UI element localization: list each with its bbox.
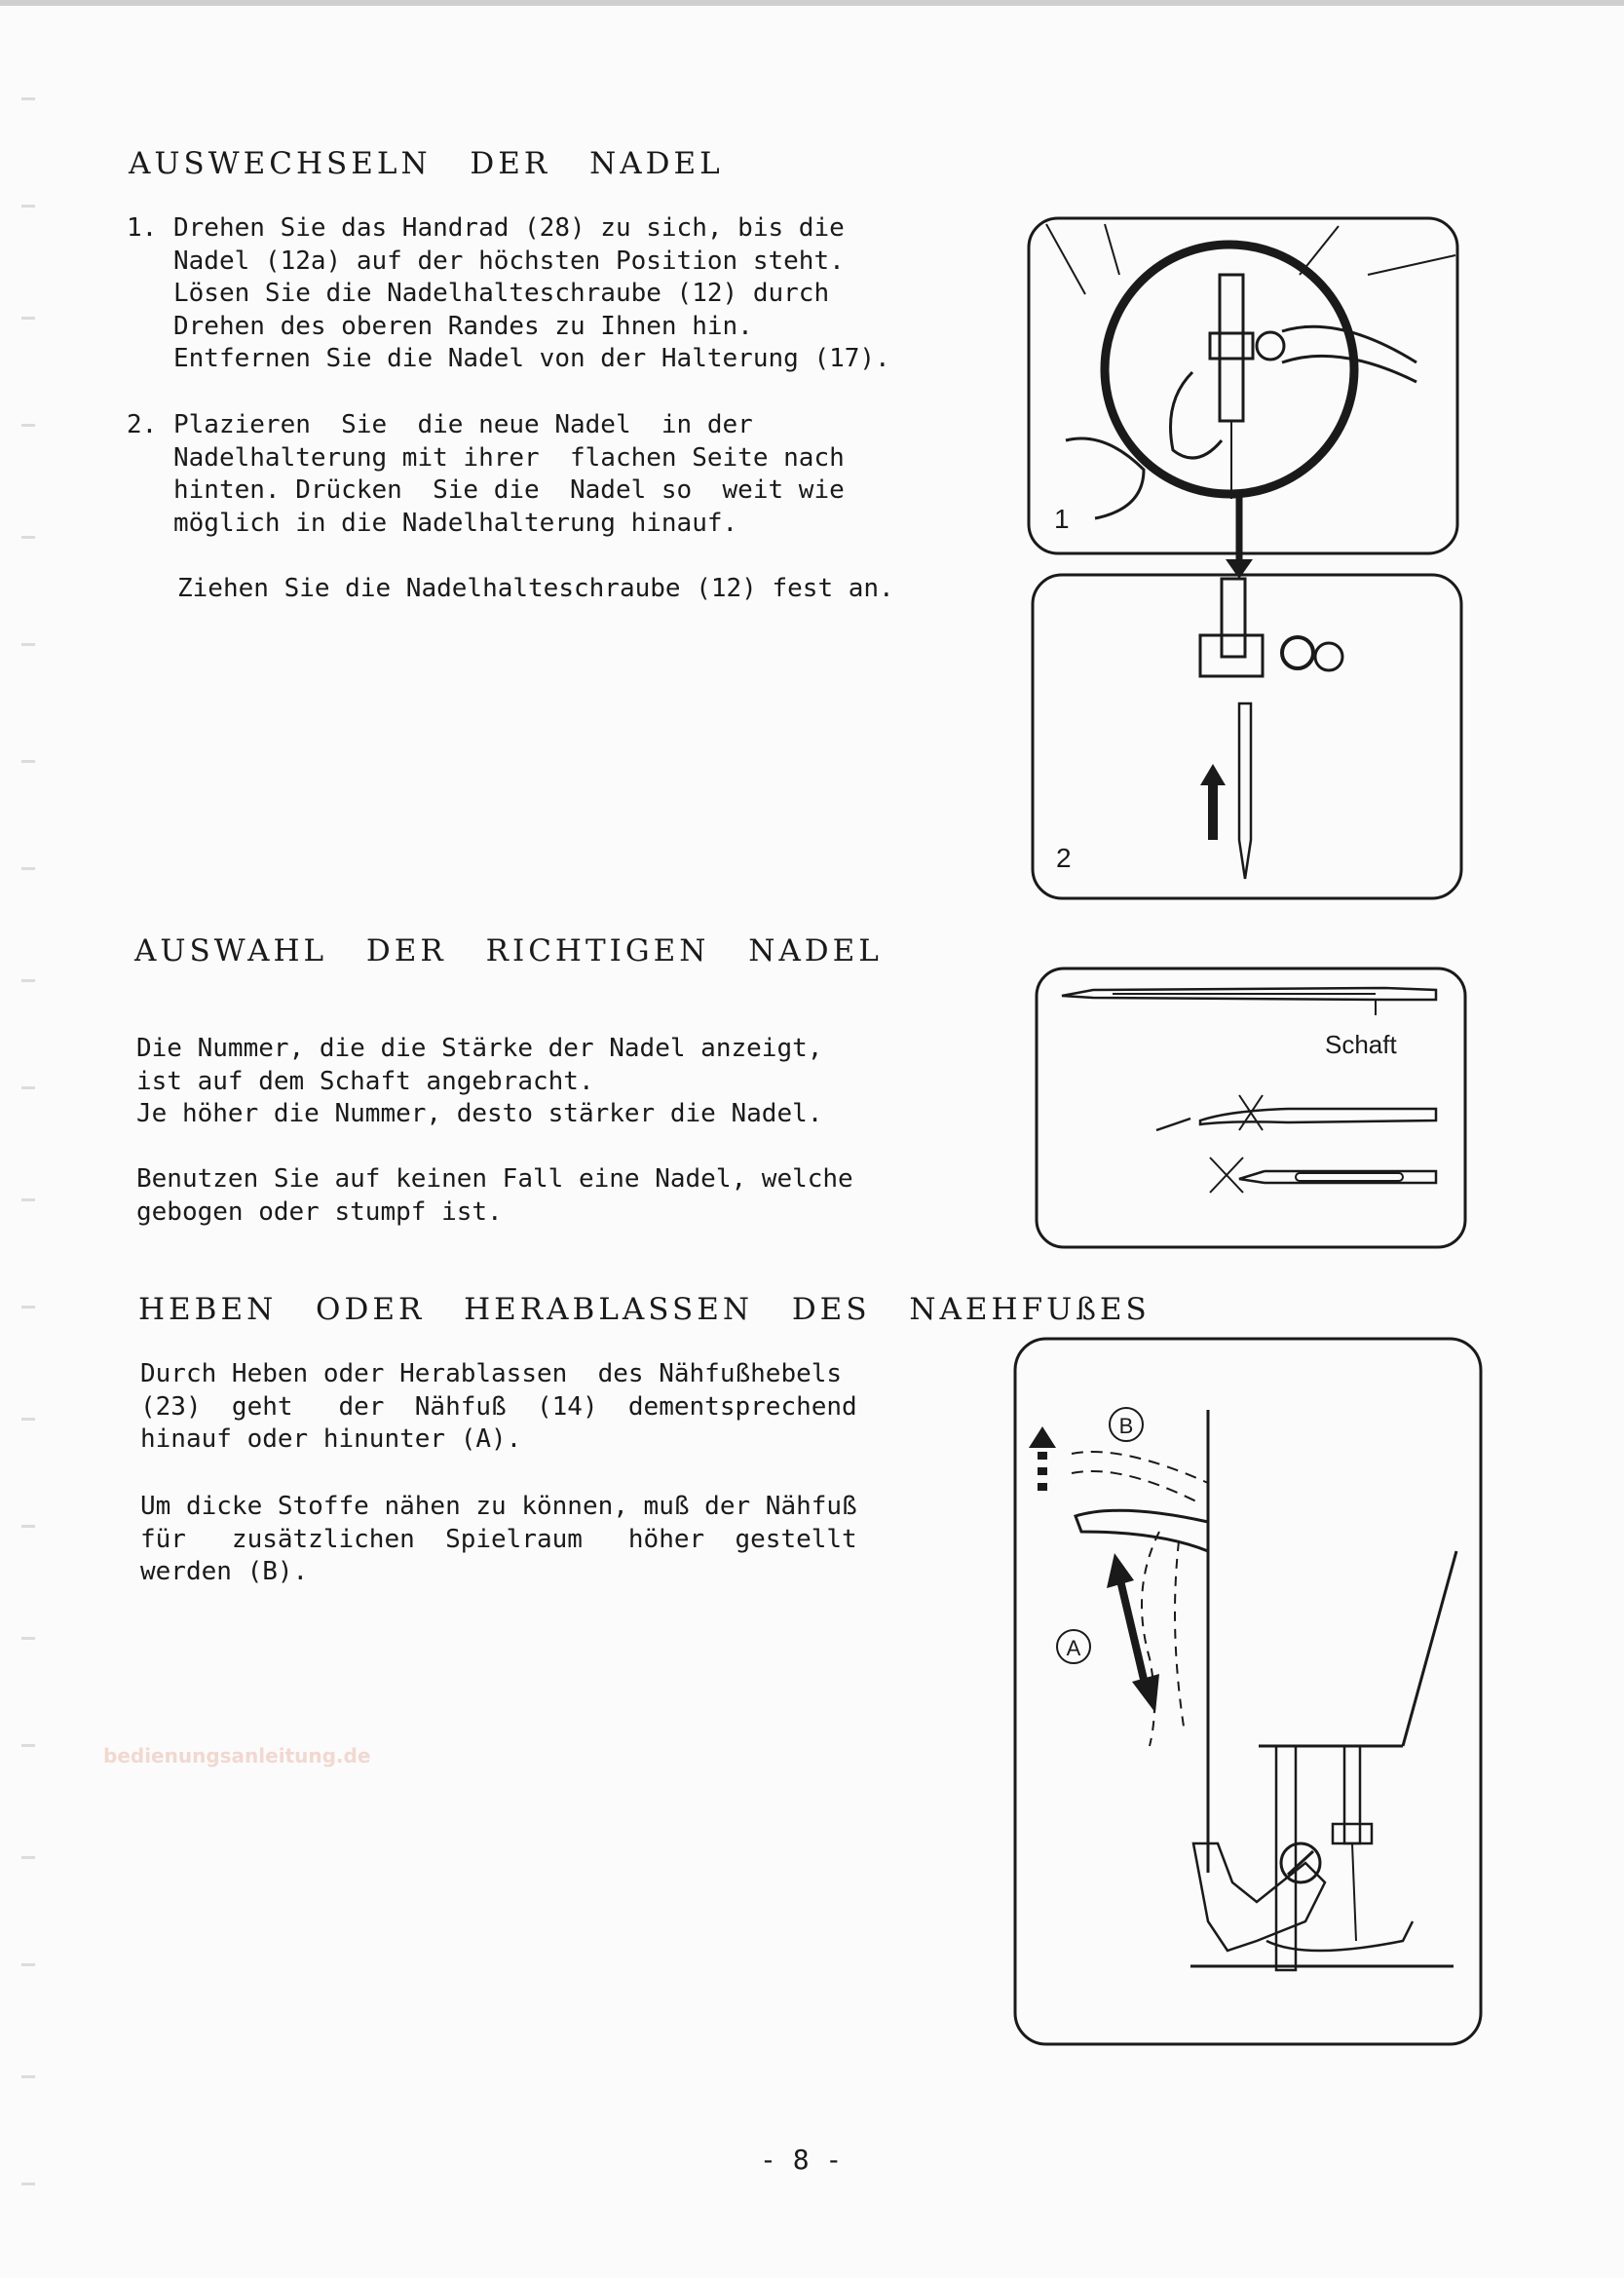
page-number: - 8 - — [760, 2144, 843, 2176]
figure-label-2: 2 — [1056, 843, 1072, 873]
section-heading-presser-foot: HEBEN ODER HERABLASSEN DES NAEHFUßES — [138, 1292, 1151, 1327]
figure-label-a: A — [1066, 1636, 1081, 1660]
watermark: bedienungsanleitung.de — [103, 1744, 371, 1767]
tighten-note: Ziehen Sie die Nadelhalteschraube (12) fest an. — [177, 574, 894, 603]
step-text: Drehen Sie das Handrad (28) zu sich, bis die Nadel (12a) auf der höchsten Position steht. Lösen Sie die Nadelhalteschraube (12) durch Drehen des oberen Randes zu Ihnen hin. Entfernen Sie die Nadel von der Halterung (17). — [173, 213, 890, 373]
binding-holes — [21, 58, 35, 2231]
damaged-needle-warning: Benutzen Sie auf keinen Fall eine Nadel, welche gebogen oder stumpf ist. — [136, 1164, 853, 1227]
needle-shaft-figure — [1035, 967, 1469, 1249]
figure-label-1: 1 — [1054, 504, 1070, 534]
step-text: Plazieren Sie die neue Nadel in der Nadelhalterung mit ihrer flachen Seite nach hinten. Drücken Sie die Nadel so weit wie möglich in die Nadelhalterung hinauf. — [173, 410, 845, 538]
needle-removal-figure — [1027, 216, 1465, 910]
section-heading-needle-change: AUSWECHSELN DER NADEL — [129, 146, 724, 181]
shaft-label: Schaft — [1325, 1030, 1397, 1059]
section-heading-needle-selection: AUSWAHL DER RICHTIGEN NADEL — [134, 933, 883, 968]
presser-foot-lever-paragraph: Durch Heben oder Herablassen des Nähfußhebels (23) geht der Nähfuß (14) dementsprechend hinauf oder hinunter (A). — [140, 1359, 857, 1454]
presser-foot-figure — [1013, 1337, 1487, 2050]
step-number: 1. — [127, 213, 158, 243]
step-2 — [127, 409, 964, 546]
step-1 — [127, 212, 964, 378]
step-number: 2. — [127, 410, 158, 439]
figure-label-b: B — [1118, 1414, 1134, 1438]
thick-fabric-paragraph: Um dicke Stoffe nähen zu können, muß der Nähfuß für zusätzlichen Spielraum höher gestellt werden (B). — [140, 1492, 857, 1586]
needle-number-paragraph: Die Nummer, die die Stärke der Nadel anzeigt, ist auf dem Schaft angebracht. Je höher die Nummer, desto stärker die Nadel. — [136, 1034, 823, 1128]
page-top-edge — [0, 0, 1624, 6]
